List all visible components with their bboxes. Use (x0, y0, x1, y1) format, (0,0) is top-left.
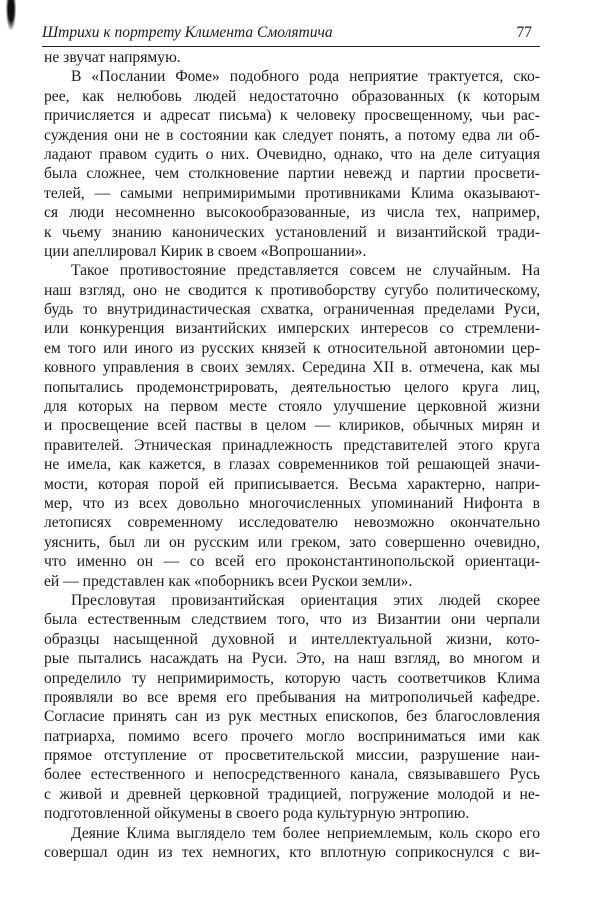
text-line: Пресловутая провизантийская ориентация этих людей скорее (71, 591, 540, 609)
paragraph (44, 591, 540, 824)
text-line: совершал один из тех немногих, кто вплотную соприкоснулся с ви- (44, 844, 540, 862)
running-title: Штрихи к портрету Климента Смолятича (42, 24, 333, 41)
text-line: рее, как нелюбовь людей недостаточно образованных (к которым (44, 87, 540, 105)
text-line: для которых на первом месте стояло улучшение церковной жизни (44, 398, 540, 416)
text-line: была сложнее, чем столкновение партии невежд и партии просвети- (44, 165, 540, 183)
text-line: ладают правом судить о них. Очевидно, однако, что на деле ситуация (44, 145, 540, 163)
paragraph (44, 48, 540, 67)
paragraph (44, 261, 540, 591)
page-body (44, 48, 540, 862)
text-line: мер, что из всех довольно многочисленных упоминаний Нифонта в (44, 494, 540, 512)
text-line: телей, — самыми непримиримыми противниками Клима оказывают- (44, 184, 540, 202)
text-line: что именно он — со всей его проконстантинопольской ориентаци- (44, 553, 540, 571)
text-line: причисляется и адресат письма) к человеку просвещенному, чьи рас- (44, 107, 540, 125)
text-line: ей — представлен как «поборникъ всеи Рускои земли». (44, 572, 413, 590)
text-line: определило ту непримиримость, которую часть соответчиков Клима (44, 669, 540, 687)
text-line: и просвещение всей паствы в целом — клириков, обычных мирян и (44, 417, 540, 435)
page-number: 77 (516, 24, 532, 41)
text-line: летописях современному исследователю невозможно окончательно (44, 514, 540, 532)
paragraph (44, 824, 540, 863)
running-header (42, 18, 540, 47)
text-line: ковного управления в своих землях. Середина XII в. отмечена, как мы (44, 359, 540, 377)
text-line: более естественного и непосредственного канала, связывавшего Русь (44, 766, 540, 784)
text-line: прямое отступление от просветительской миссии, разрушение наи- (44, 747, 540, 765)
text-line: или конкуренция византийских имперских интересов со стремлени- (44, 320, 540, 338)
text-line: ем того или иного из русских князей к относительной автономии цер- (44, 339, 540, 357)
scan-ink-blot (6, 0, 16, 30)
text-line: проявляли во все время его пребывания на митрополичьей кафедре. (44, 688, 540, 706)
text-line: к чьему знанию канонических установлений и византийской тради- (44, 223, 540, 241)
text-line: В «Послании Фоме» подобного рода неприятие трактуется, ско- (71, 68, 540, 86)
text-line: Деяние Клима выглядело тем более неприемлемым, коль скоро его (71, 824, 540, 842)
text-line: была естественным следствием того, что из Византии они черпали (44, 611, 540, 629)
text-line: наш взгляд, оно не сводится к противоборству сугубо политическому, (44, 281, 540, 299)
text-line: мости, которая порой ей приписывается. Весьма характерно, напри- (44, 475, 540, 493)
text-line: ся люди несомненно высокообразованные, из числа тех, например, (44, 204, 540, 222)
text-line: суждения они не в состоянии как следует понять, а потому едва ли об- (44, 126, 540, 144)
text-line: патриарха, помимо всего прочего могло восприниматься ими как (44, 727, 540, 745)
text-line: Согласие принять сан из рук местных епископов, без благословления (44, 708, 540, 726)
text-line: ции апеллировал Кирик в своем «Вопрошании». (44, 242, 367, 260)
text-line: попытались продемонстрировать, деятельностью целого круга лиц, (44, 378, 540, 396)
text-line: образцы насыщенной духовной и интеллектуальной жизни, кото- (44, 630, 540, 648)
text-line: будь то внутридинастическая схватка, ограниченная пределами Руси, (44, 301, 540, 319)
text-line: рые пытались насаждать на Руси. Это, на наш взгляд, во многом и (44, 650, 540, 668)
paragraph (44, 67, 540, 261)
text-line: Такое противостояние представляется совсем не случайным. На (71, 262, 540, 280)
text-line: с живой и древней церковной традицией, погружение молодой и не- (44, 785, 540, 803)
text-line: правителей. Этническая принадлежность представителей этого круга (44, 436, 540, 454)
text-line: не имела, как кажется, в глазах современников той решающей значи- (44, 456, 540, 474)
text-line: подготовленной ойкумены в своего рода культурную энтропию. (44, 805, 470, 823)
text-line: не звучат напрямую. (44, 49, 181, 66)
text-line: уяснить, был ли он русским или греком, зато совершенно очевидно, (44, 533, 540, 551)
